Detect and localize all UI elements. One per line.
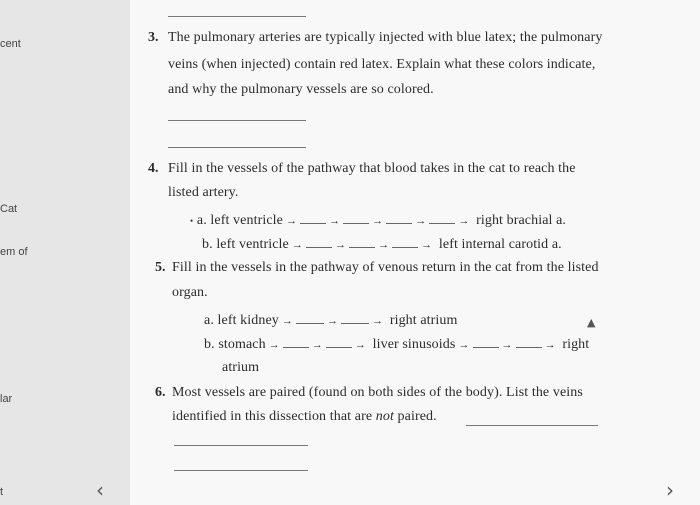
next-page-chevron-icon[interactable]: ›	[666, 478, 674, 502]
arrow-icon: →	[415, 215, 427, 227]
cursor-dot: •	[190, 216, 194, 226]
blank-field[interactable]	[392, 235, 418, 248]
q5b-end: right	[562, 337, 590, 352]
q5a-end: right atrium	[389, 313, 458, 328]
arrow-icon: →	[281, 315, 293, 327]
arrow-icon: →	[268, 339, 280, 351]
blank-field[interactable]	[326, 335, 352, 348]
q3-line-1: The pulmonary arteries are typically injected with blue latex; the pulmonary	[168, 30, 603, 45]
left-fragment-2: Cat	[0, 203, 18, 215]
blank-field[interactable]	[296, 311, 324, 324]
arrow-icon: →	[372, 215, 384, 227]
q4-item-a	[190, 211, 566, 229]
previous-page-chevron-icon[interactable]: ‹	[96, 478, 104, 502]
q4b-end: left internal carotid a.	[438, 237, 562, 252]
blank-field[interactable]	[343, 211, 369, 224]
answer-line[interactable]	[168, 16, 306, 17]
document-page	[96, 0, 700, 505]
q3-line-2: veins (when injected) contain red latex. Explain what these colors indicate,	[168, 57, 596, 72]
blank-field[interactable]	[516, 335, 542, 348]
q4b-label: b.	[202, 237, 213, 252]
q5-line-2: organ.	[172, 285, 208, 300]
left-fragment-5: t	[0, 486, 4, 498]
q3-line-3: and why the pulmonary vessels are so colored.	[168, 82, 434, 97]
q6-answer-line-2[interactable]	[174, 445, 308, 446]
q3-answer-line-1[interactable]	[168, 120, 306, 121]
q5-item-a	[204, 311, 458, 329]
arrow-icon: →	[329, 215, 341, 227]
q6-number: 6.	[155, 385, 166, 400]
arrow-icon: →	[544, 339, 556, 351]
left-fragment-4: lar	[0, 393, 13, 405]
blank-field[interactable]	[300, 211, 326, 224]
arrow-icon: →	[285, 215, 298, 227]
blank-field[interactable]	[283, 335, 309, 348]
arrow-icon: →	[458, 339, 470, 351]
arrow-icon: →	[458, 215, 470, 227]
arrow-icon: →	[378, 239, 390, 251]
q5-item-b	[204, 335, 589, 353]
q4-item-b	[202, 235, 562, 253]
arrow-icon: →	[372, 315, 384, 327]
q5-item-b-wrap: atrium	[222, 360, 260, 375]
q6-line-2-pre: identified in this dissection that are	[172, 409, 376, 424]
arrow-icon: →	[354, 339, 366, 351]
q5-line-1: Fill in the vessels in the pathway of venous return in the cat from the listed	[172, 260, 599, 275]
q4b-start: left ventricle	[216, 237, 289, 252]
arrow-icon: →	[501, 339, 513, 351]
q6-answer-line-3[interactable]	[174, 470, 308, 471]
q4a-end: right brachial a.	[476, 213, 567, 228]
q4a-start: left ventricle	[210, 213, 283, 228]
left-fragment-3: em of	[0, 246, 28, 258]
arrow-icon: →	[421, 239, 433, 251]
q6-line-1: Most vessels are paired (found on both sides of the body). List the veins	[172, 385, 583, 400]
arrow-icon: →	[327, 315, 339, 327]
blank-field[interactable]	[429, 211, 455, 224]
blank-field[interactable]	[341, 311, 369, 324]
blank-field[interactable]	[306, 235, 332, 248]
arrow-icon: →	[291, 239, 303, 251]
mouse-cursor-icon: ▲	[587, 316, 596, 329]
left-fragment-1: cent	[0, 38, 21, 50]
q6-line-2	[172, 409, 437, 425]
blank-field[interactable]	[473, 335, 499, 348]
left-panel	[0, 0, 130, 505]
blank-field[interactable]	[349, 235, 375, 248]
blank-field[interactable]	[386, 211, 412, 224]
q6-answer-line-1[interactable]	[466, 425, 598, 426]
arrow-icon: →	[311, 339, 323, 351]
q4-number: 4.	[148, 161, 159, 176]
q5b-mid: liver sinusoids	[372, 337, 456, 352]
q5b-start: stomach	[218, 337, 266, 352]
q5a-label: a.	[204, 313, 214, 328]
arrow-icon: →	[334, 239, 347, 251]
q5b-label: b.	[204, 337, 215, 352]
q3-number: 3.	[148, 30, 159, 45]
q3-answer-line-2[interactable]	[168, 147, 306, 148]
q4a-label: a.	[196, 213, 207, 228]
q6-not-emphasis: not	[375, 409, 394, 424]
q4-line-1: Fill in the vessels of the pathway that blood takes in the cat to reach the	[168, 161, 576, 176]
q4-line-2: listed artery.	[168, 185, 239, 200]
q5-number: 5.	[155, 260, 166, 275]
q5a-start: left kidney	[217, 313, 279, 328]
q6-line-2-post: paired.	[393, 409, 437, 424]
